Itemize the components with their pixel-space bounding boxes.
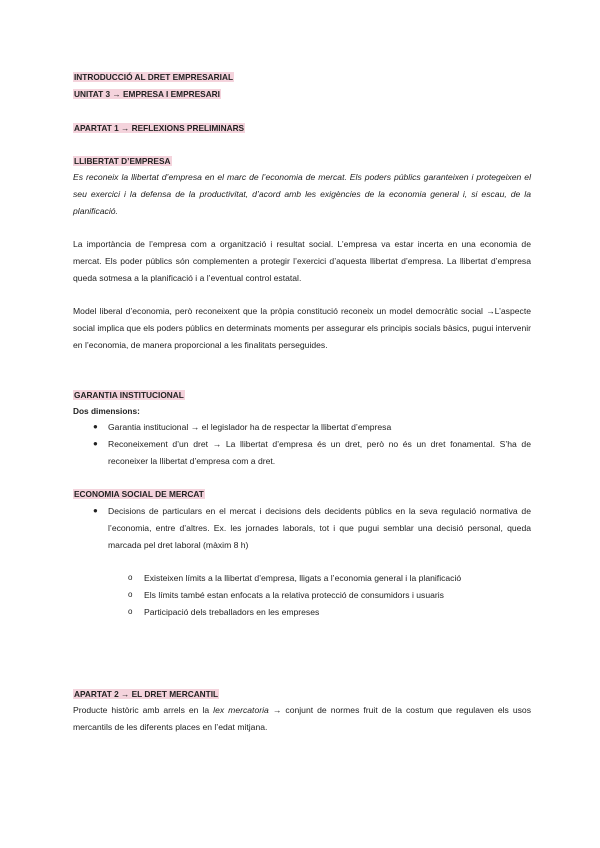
mercantil-text-pre: Producte històric amb arrels en la: [73, 705, 214, 715]
bullet-icon: ●: [93, 506, 98, 515]
economia-item: Decisions de particulars en el mercat i decisions dels decidents públics en la seva regulació normativa de l’economia, entre d’altres. Ex. les jornades laborals, tot i que pugui semblar una decisió personal, queda marcada pel dret laboral (màxim 8 h): [108, 506, 531, 550]
economia-subitem-1: Existeixen límits a la llibertat d’empresa, lligats a l’economia general i la planificació: [144, 573, 462, 583]
economia-subitem-3: Participació dels treballadors en les empreses: [144, 607, 320, 617]
document-title-block: [73, 69, 531, 103]
section-1-heading: APARTAT 1 → REFLEXIONS PRELIMINARS: [74, 123, 245, 133]
section-2-heading-block: [73, 686, 531, 703]
paragraph-importance: La importància de l’empresa com a organització i resultat social. L’empresa va estar incerta en una economia de mercat. Els poder públics són complementen a protegir l’exercici d’aquesta llibertat d’empresa. La llibertat d’empresa queda sotmesa a la planificació i a l’eventual control estatal.: [73, 239, 531, 283]
llibertat-heading: LLIBERTAT D’EMPRESA: [74, 156, 171, 166]
circle-bullet-icon: o: [128, 590, 133, 599]
lex-mercatoria-term: lex mercatoria: [213, 705, 269, 715]
circle-bullet-icon: o: [128, 607, 133, 616]
mercantil-text-post: → conjunt de normes fruit de la costum que regulaven els usos mercantils de les diferents places en l’edat mitjana.: [73, 705, 531, 732]
bullet-icon: ●: [93, 422, 98, 431]
economia-heading-block: [73, 486, 531, 503]
paragraph-liberal-model: Model liberal d’economia, però reconeixent que la pròpia constitució reconeix un model democràtic social →L’aspecte social implica que els poders públics en determinats moments per assegurar els principis socials bàsics, pugui intervenir en l’economia, de manera proporcional a les finalitats perseguides.: [73, 306, 531, 350]
garantia-heading-block: [73, 387, 531, 404]
paragraph-dret-mercantil: [73, 702, 531, 736]
garantia-item-1: Garantia institucional → el legislador ha de respectar la llibertat d’empresa: [108, 422, 392, 432]
garantia-heading: GARANTIA INSTITUCIONAL: [74, 390, 184, 400]
circle-bullet-icon: o: [128, 573, 133, 582]
economia-heading: ECONOMIA SOCIAL DE MERCAT: [74, 489, 204, 499]
unit-title: UNITAT 3 → EMPRESA I EMPRESARI: [74, 88, 220, 99]
section-1-heading-block: [73, 120, 531, 137]
section-2-heading: APARTAT 2 → EL DRET MERCANTIL: [74, 689, 219, 699]
garantia-intro-text: Dos dimensions:: [73, 406, 140, 416]
bullet-icon: ●: [93, 439, 98, 448]
garantia-intro: [73, 403, 531, 420]
llibertat-heading-block: [73, 153, 531, 170]
economia-subitem-2: Els límits també estan enfocats a la relativa protecció de consumidors i usuaris: [144, 590, 444, 600]
garantia-item-2: Reconeixement d’un dret → La llibertat d’empresa és un dret, però no és un dret fonamental. S’ha de reconeixer la llibertat d’empresa com a dret.: [108, 439, 531, 466]
course-title: INTRODUCCIÓ AL DRET EMPRESARIAL: [74, 72, 234, 82]
constitution-quote: Es reconeix la llibertat d’empresa en el marc de l’economia de mercat. Els poders públics garanteixen i protegeixen el seu exercici i la defensa de la productivitat, d’acord amb les exigències de la economia general i, si escau, de la planificació.: [73, 172, 531, 216]
